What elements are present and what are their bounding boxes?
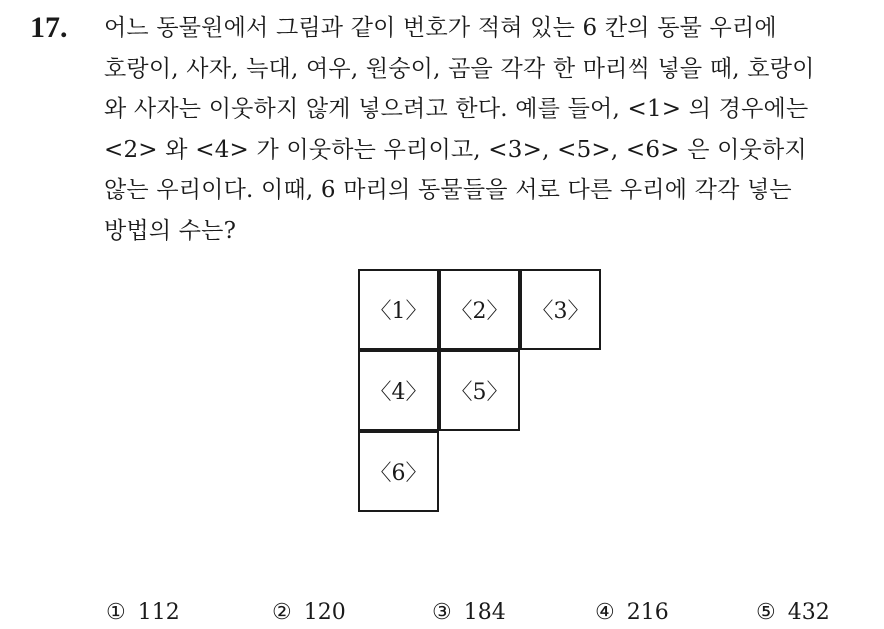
question-line: 않는 우리이다. 이때, 6 마리의 동물들을 서로 다른 우리에 각각 넣는 [104, 177, 792, 203]
choice-5[interactable] [756, 598, 830, 628]
question-number: 17. [30, 11, 68, 44]
cage-cell-3: 〈3〉 [520, 269, 601, 350]
choice-value: 432 [787, 600, 830, 625]
choice-1[interactable] [106, 598, 180, 628]
choice-3[interactable] [432, 598, 506, 628]
choice-mark: ④ [595, 600, 615, 625]
choice-4[interactable] [595, 598, 669, 628]
cage-cell-5: 〈5〉 [439, 350, 520, 431]
choice-mark: ② [272, 600, 292, 625]
choice-mark: ① [106, 600, 126, 625]
cage-diagram [358, 269, 608, 519]
question-line: 어느 동물원에서 그림과 같이 번호가 적혀 있는 6 칸의 동물 우리에 [104, 15, 777, 41]
choice-value: 216 [626, 600, 669, 625]
choice-value: 120 [303, 600, 346, 625]
answer-choices [106, 598, 866, 628]
choice-value: 112 [137, 600, 180, 625]
question-line: 와 사자는 이웃하지 않게 넣으려고 한다. 예를 들어, <1> 의 경우에는 [104, 96, 809, 122]
cage-cell-6: 〈6〉 [358, 431, 439, 512]
cage-cell-2: 〈2〉 [439, 269, 520, 350]
question-line: 호랑이, 사자, 늑대, 여우, 원숭이, 곰을 각각 한 마리씩 넣을 때, 호랑이 [104, 55, 815, 82]
question-text [104, 8, 868, 251]
choice-value: 184 [463, 600, 506, 625]
question-line: 방법의 수는? [104, 217, 237, 244]
cage-cell-1: 〈1〉 [358, 269, 439, 350]
cage-cell-4: 〈4〉 [358, 350, 439, 431]
question-line: <2> 와 <4> 가 이웃하는 우리이고, <3>, <5>, <6> 은 이웃하지 [104, 136, 807, 163]
choice-mark: ③ [432, 600, 452, 625]
choice-2[interactable] [272, 598, 346, 628]
choice-mark: ⑤ [756, 600, 776, 625]
